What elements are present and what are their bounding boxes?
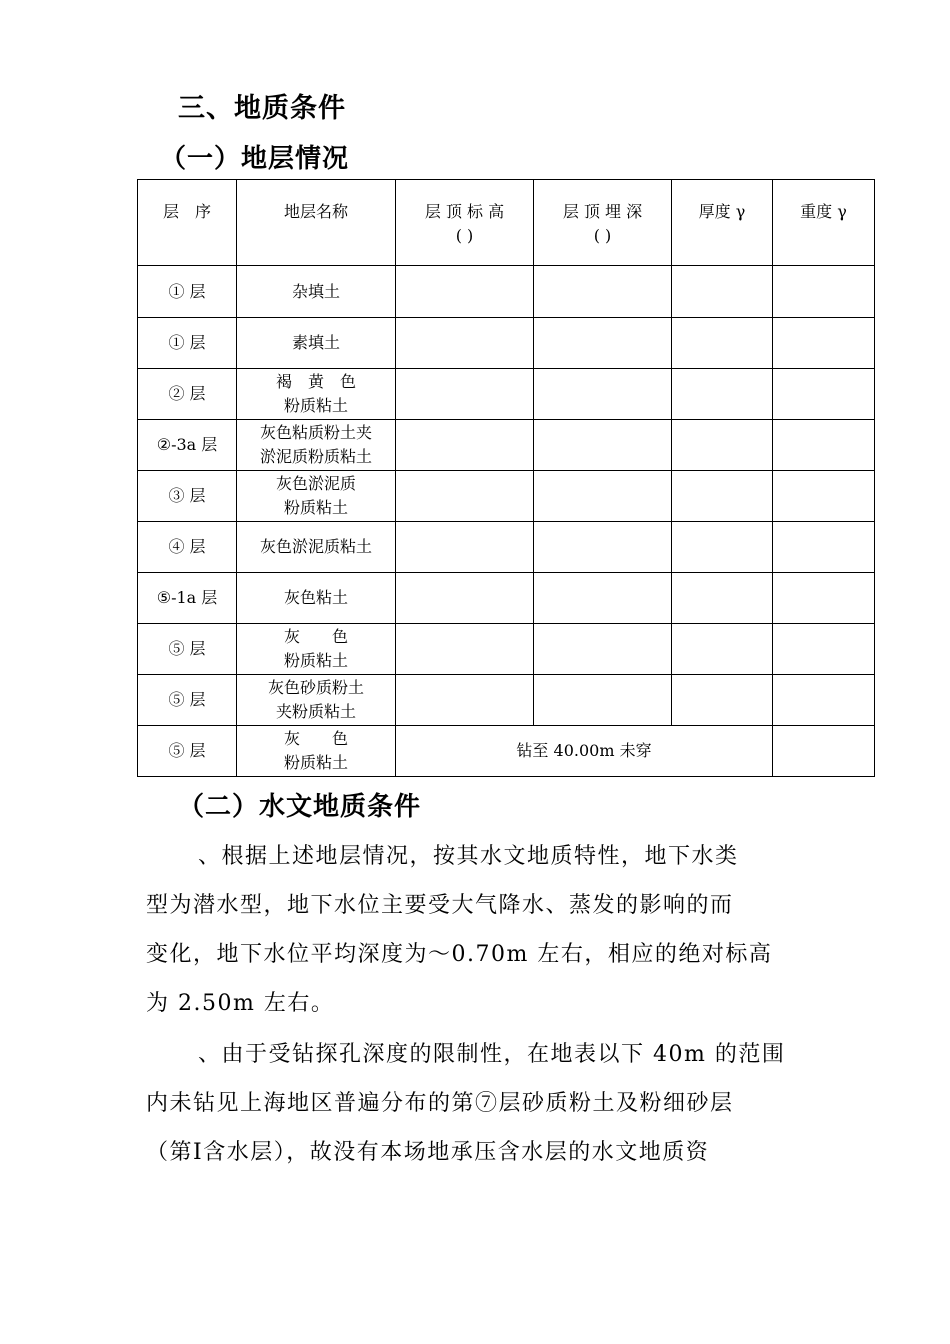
table-row [138,675,875,726]
section-title: 三、地质条件 [178,93,346,124]
paragraph-confined-aquifer [146,1030,806,1177]
cell-seq: ⑤ 层 [138,726,237,777]
cell-empty [396,624,534,675]
cell-empty [672,420,773,471]
cell-name: 灰 色 粉质粘土 [237,726,396,777]
cell-empty [672,471,773,522]
cell-empty [396,471,534,522]
cell-empty [534,675,672,726]
table-row [138,369,875,420]
cell-seq: ⑤ 层 [138,624,237,675]
cell-empty [534,318,672,369]
cell-seq: ②-3a 层 [138,420,237,471]
header-seq: 层 序 [138,180,237,266]
table-row [138,471,875,522]
cell-name: 褐 黄 色 粉质粘土 [237,369,396,420]
cell-empty [534,266,672,318]
cell-empty [672,266,773,318]
cell-empty [773,420,875,471]
cell-name: 灰色砂质粉土 夹粉质粘土 [237,675,396,726]
cell-empty [773,318,875,369]
table-header-row [138,180,875,266]
paragraph-line: （第Ⅰ含水层），故没有本场地承压含水层的水文地质资 [146,1140,710,1165]
cell-drill-note: 钻至 40.00m 未穿 [396,726,773,777]
cell-seq: ⑤ 层 [138,675,237,726]
cell-empty [773,624,875,675]
table-row [138,624,875,675]
cell-empty [773,522,875,573]
table-row [138,573,875,624]
cell-empty [396,318,534,369]
cell-empty [773,675,875,726]
paragraph-line: 型为潜水型，地下水位主要受大气降水、蒸发的影响的而 [146,893,734,918]
strata-table [137,179,875,777]
cell-empty [396,522,534,573]
cell-empty [534,624,672,675]
cell-name: 灰色淤泥质粘土 [237,522,396,573]
cell-empty [773,573,875,624]
cell-empty [396,266,534,318]
subsection-title-hydrogeology: （二）水文地质条件 [178,792,422,822]
cell-empty [534,471,672,522]
paragraph-line: 为 2.50m 左右。 [146,991,335,1016]
cell-seq: ① 层 [138,266,237,318]
cell-empty [773,369,875,420]
cell-seq: ⑤-1a 层 [138,573,237,624]
cell-empty [773,266,875,318]
cell-empty [773,726,875,777]
cell-empty [672,624,773,675]
cell-name: 灰色粘土 [237,573,396,624]
cell-empty [396,369,534,420]
header-name: 地层名称 [237,180,396,266]
cell-empty [396,573,534,624]
table-row [138,726,875,777]
header-top-elevation: 层 顶 标 高 ( ) [396,180,534,266]
cell-name: 素填土 [237,318,396,369]
paragraph-line: 、根据上述地层情况，按其水文地质特性，地下水类 [198,844,739,869]
cell-empty [534,522,672,573]
cell-empty [672,675,773,726]
cell-seq: ③ 层 [138,471,237,522]
paragraph-line: 、由于受钻探孔深度的限制性，在地表以下 40m 的范围 [198,1042,786,1067]
cell-seq: ② 层 [138,369,237,420]
header-thickness: 厚度 γ [672,180,773,266]
header-top-depth: 层 顶 埋 深 ( ) [534,180,672,266]
cell-seq: ① 层 [138,318,237,369]
cell-name: 灰色淤泥质 粉质粘土 [237,471,396,522]
cell-empty [396,420,534,471]
cell-name: 灰色粘质粉土夹 淤泥质粉质粘土 [237,420,396,471]
cell-empty [534,369,672,420]
subsection-title-strata: （一）地层情况 [160,144,350,174]
cell-seq: ④ 层 [138,522,237,573]
table-row [138,522,875,573]
cell-empty [396,675,534,726]
table-row [138,420,875,471]
header-unit-weight: 重度 γ [773,180,875,266]
cell-name: 灰 色 粉质粘土 [237,624,396,675]
paragraph-line: 变化，地下水位平均深度为～0.70m 左右，相应的绝对标高 [146,942,773,967]
table-row [138,318,875,369]
cell-empty [672,369,773,420]
cell-name: 杂填土 [237,266,396,318]
paragraph-line: 内未钻见上海地区普遍分布的第⑦层砂质粉土及粉细砂层 [146,1091,734,1116]
cell-empty [773,471,875,522]
cell-empty [672,522,773,573]
cell-empty [534,573,672,624]
cell-empty [672,573,773,624]
table-row [138,266,875,318]
cell-empty [534,420,672,471]
cell-empty [672,318,773,369]
paragraph-groundwater [146,832,806,1028]
